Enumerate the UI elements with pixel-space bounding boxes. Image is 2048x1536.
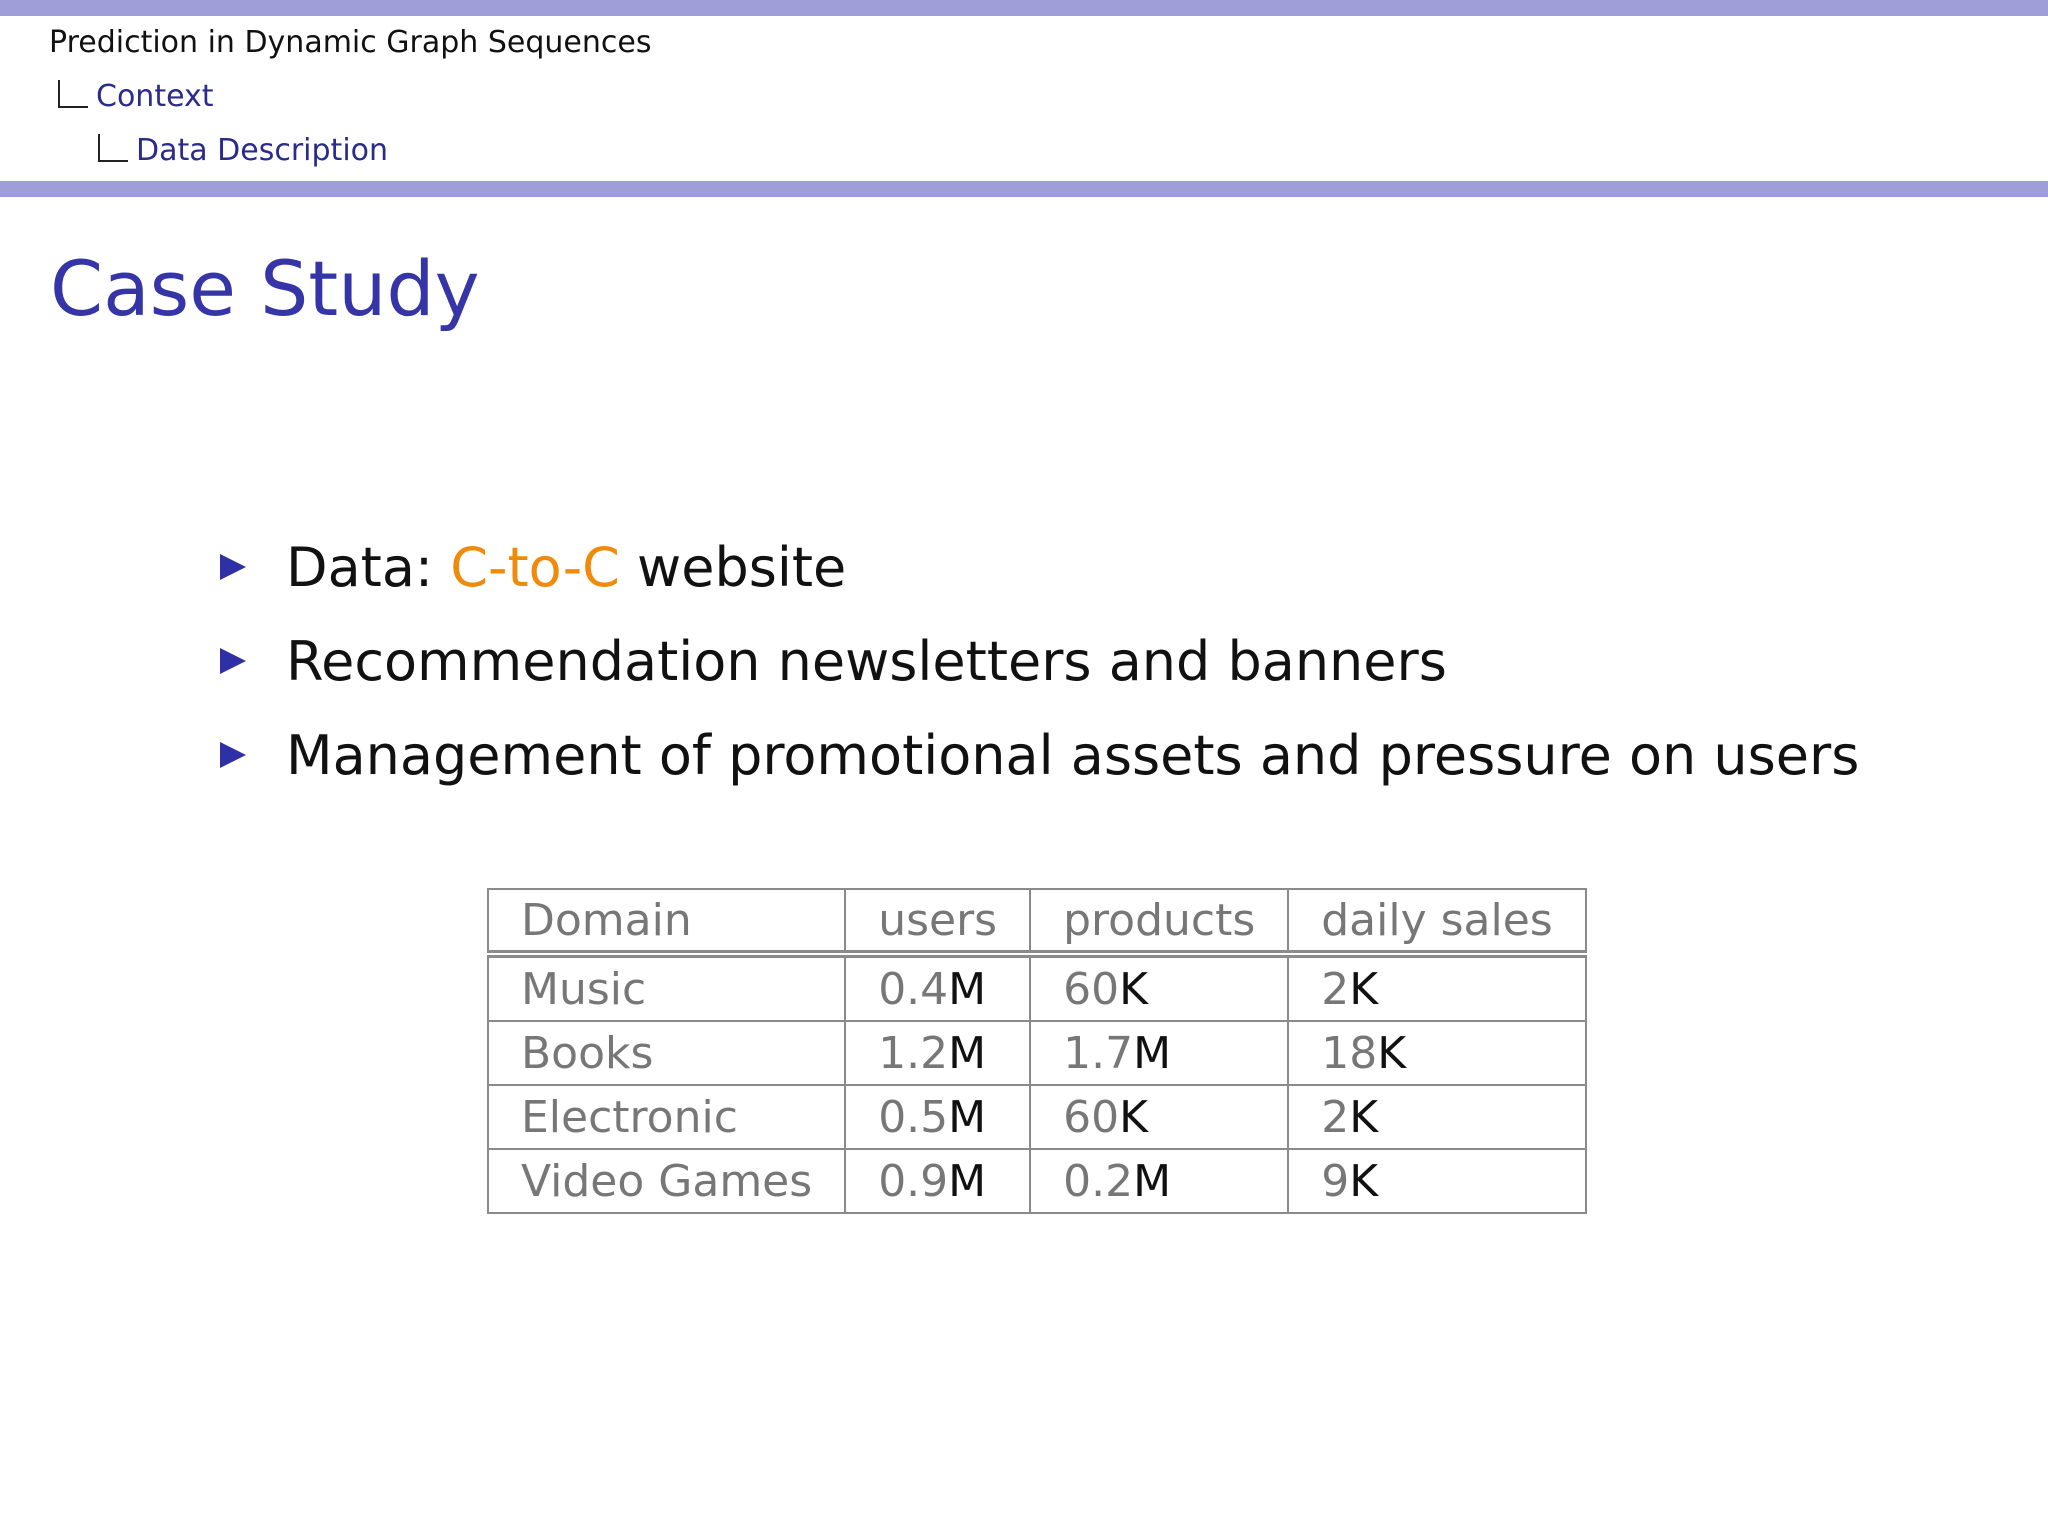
- slide-title: Case Study: [50, 244, 480, 333]
- cell-daily-sales: 2K: [1288, 954, 1585, 1021]
- bullet-list: [220, 520, 1859, 802]
- bullet-text: Data: C-to-C website: [286, 535, 847, 599]
- column-header-domain: Domain: [488, 889, 845, 954]
- cell-daily-sales: 18K: [1288, 1021, 1585, 1085]
- bullet-item: [220, 708, 1859, 802]
- cell-users: 0.4M: [845, 954, 1030, 1021]
- bullet-item: [220, 520, 1859, 614]
- highlight-text: C-to-C: [450, 535, 620, 599]
- breadcrumb-section: Context: [58, 80, 214, 114]
- cell-products: 60K: [1030, 954, 1288, 1021]
- bullet-text: Recommendation newsletters and banners: [286, 629, 1447, 693]
- breadcrumb-subsection: Data Description: [98, 134, 388, 168]
- cell-users: 1.2M: [845, 1021, 1030, 1085]
- cell-daily-sales: 9K: [1288, 1149, 1585, 1213]
- column-header-products: products: [1030, 889, 1288, 954]
- table-row: [488, 1149, 1586, 1213]
- triangle-bullet-icon: [220, 742, 246, 768]
- table-row: [488, 954, 1586, 1021]
- cell-products: 1.7M: [1030, 1021, 1288, 1085]
- column-header-daily-sales: daily sales: [1288, 889, 1585, 954]
- bullet-text: Management of promotional assets and pressure on users: [286, 723, 1860, 787]
- triangle-bullet-icon: [220, 648, 246, 674]
- cell-domain: Electronic: [488, 1085, 845, 1149]
- table-header-row: [488, 889, 1586, 954]
- breadcrumb-presentation-title: Prediction in Dynamic Graph Sequences: [49, 25, 652, 60]
- dataset-stats-table: [487, 888, 1587, 1214]
- tree-branch-icon: [58, 80, 88, 108]
- cell-users: 0.9M: [845, 1149, 1030, 1213]
- table-row: [488, 1021, 1586, 1085]
- cell-domain: Books: [488, 1021, 845, 1085]
- cell-users: 0.5M: [845, 1085, 1030, 1149]
- triangle-bullet-icon: [220, 554, 246, 580]
- cell-domain: Video Games: [488, 1149, 845, 1213]
- header-bar-top: [0, 0, 2048, 16]
- column-header-users: users: [845, 889, 1030, 954]
- tree-branch-icon: [98, 134, 128, 162]
- cell-products: 0.2M: [1030, 1149, 1288, 1213]
- cell-daily-sales: 2K: [1288, 1085, 1585, 1149]
- bullet-item: [220, 614, 1859, 708]
- cell-domain: Music: [488, 954, 845, 1021]
- header-bar-bottom: [0, 181, 2048, 197]
- cell-products: 60K: [1030, 1085, 1288, 1149]
- table-row: [488, 1085, 1586, 1149]
